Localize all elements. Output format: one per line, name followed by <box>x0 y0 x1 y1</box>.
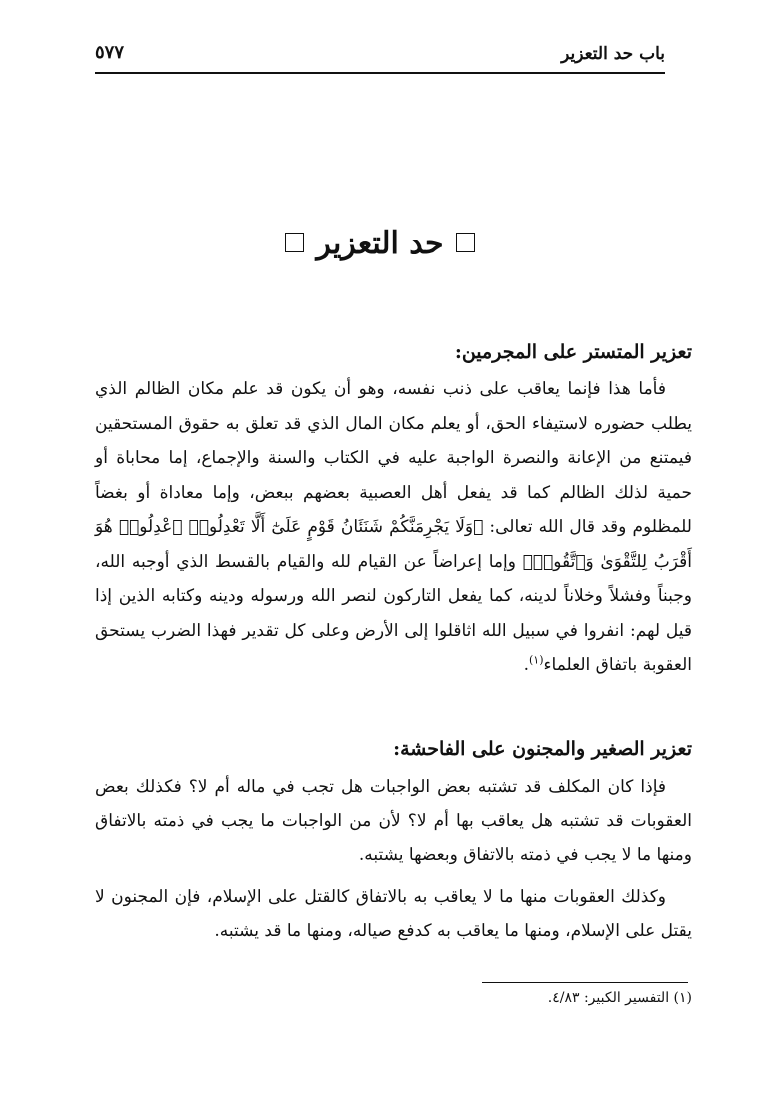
chapter-title-text: حد التعزير <box>316 226 444 261</box>
paragraph-text: فأما هذا فإنما يعاقب على ذنب نفسه، وهو أن يكون قد علم مكان الظالم الذي يطلب حضوره لاستيفاء الحق، أو يعلم مكان المال الذي قد تعلق به حقوق المستحقين فيمتنع من الإعانة والنصرة الواجبة عليه في الكتاب والسنة والإجماع، إما محاباة أو حمية لذلك الظالم كما قد يفعل أهل العصبية بعضهم ببعض، وإما معاداة أو بغضاً للمظلوم وقد قال الله تعالى: ﴿وَلَا يَجْرِمَنَّكُمْ شَنَئَانُ قَوْمٍ عَلَىٰٓ أَلَّا تَعْدِلُوا۟ ٱعْدِلُوا۟ هُوَ أَقْرَبُ لِلتَّقْوَىٰ وَٱتَّقُوا۟﴾ وإما إعراضاً عن القيام لله والقيام بالقسط الذي أوجبه الله، وجبناً وفشلاً وخلاناً لدينه، كما يفعل التاركون لنصر الله ورسوله ودينه وكتابه الذين إذا قيل لهم: انفروا في سبيل الله اثاقلوا إلى الأرض وعلى كل تقدير فهذا الضرب يستحق العقوبة باتفاق العلماء <box>95 379 692 675</box>
box-ornament-icon <box>285 233 304 252</box>
running-title: باب حد التعزير <box>561 44 665 64</box>
section-minor-insane <box>95 734 692 948</box>
section-heading: تعزير المتستر على المجرمين: <box>454 341 692 363</box>
page-number: ٥٧٧ <box>95 42 125 63</box>
header-rule <box>95 72 665 74</box>
paragraph: فأما هذا فإنما يعاقب على ذنب نفسه، وهو أن يكون قد علم مكان الظالم الذي يطلب حضوره لاستيفاء الحق، أو يعلم مكان المال الذي قد تعلق به حقوق المستحقين فيمتنع من الإعانة والنصرة الواجبة عليه في الكتاب والسنة والإجماع، إما محاباة أو حمية لذلك الظالم كما قد يفعل أهل العصبية بعضهم ببعض، وإما معاداة أو بغضاً للمظلوم وقد قال الله تعالى: ﴿وَلَا يَجْرِمَنَّكُمْ شَنَئَانُ قَوْمٍ عَلَىٰٓ أَلَّا تَعْدِلُوا۟ ٱعْدِلُوا۟ هُوَ أَقْرَبُ لِلتَّقْوَىٰ وَٱتَّقُوا۟﴾ وإما إعراضاً عن القيام لله والقيام بالقسط الذي أوجبه الله، وجبناً وفشلاً وخلاناً لدينه، كما يفعل التاركون لنصر الله ورسوله ودينه وكتابه الذين إذا قيل لهم: انفروا في سبيل الله اثاقلوا إلى الأرض وعلى كل تقدير فهذا الضرب يستحق العقوبة باتفاق العلماء$^{(١)}$. <box>95 379 692 675</box>
chapter-title <box>95 226 665 261</box>
footnote: (١) التفسير الكبير: ٤/٨٣. <box>547 990 692 1006</box>
page-header <box>95 36 665 70</box>
footnote-marker: (١) <box>529 653 544 667</box>
paragraph: فإذا كان المكلف قد تشتبه بعض الواجبات هل تجب في ماله أم لا؟ فكذلك بعض العقوبات قد تشتبه هل يعاقب بها أم لا؟ لأن من الواجبات ما يجب في ذمته بالاتفاق ومنها ما لا يجب في ذمته بالاتفاق وبعضها يشتبه. <box>95 777 692 865</box>
section-concealer <box>95 337 692 683</box>
footnote-rule <box>482 982 688 983</box>
paragraph: وكذلك العقوبات منها ما لا يعاقب به بالاتفاق كالقتل على الإسلام، فإن المجنون لا يقتل على الإسلام، ومنها ما يعاقب به كدفع صياله، ومنها ما قد يشتبه. <box>95 887 692 941</box>
box-ornament-icon <box>456 233 475 252</box>
section-heading: تعزير الصغير والمجنون على الفاحشة: <box>393 738 692 760</box>
